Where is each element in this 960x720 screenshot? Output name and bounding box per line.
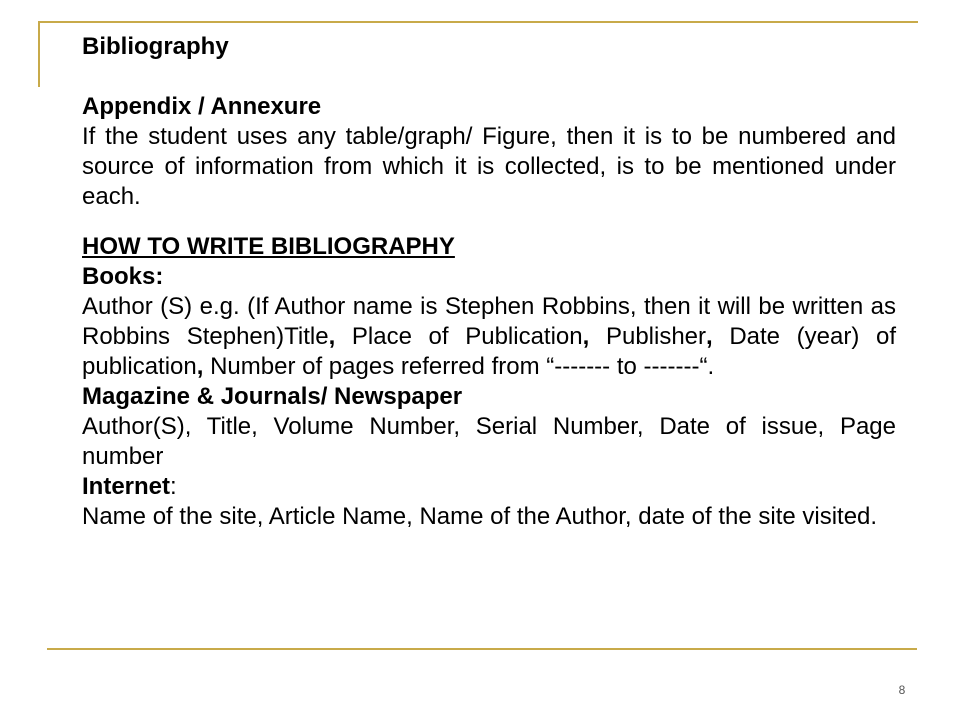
bibliography-heading: Bibliography: [82, 33, 229, 60]
frame-bottom-line: [47, 648, 917, 650]
magazine-heading: Magazine & Journals/ Newspaper: [82, 383, 463, 410]
frame-left-line: [38, 21, 40, 87]
books-text: [82, 292, 896, 382]
books-text-part3: Publisher: [589, 323, 707, 350]
page-number: 8: [898, 683, 906, 697]
books-separator-4: ,: [196, 353, 204, 380]
books-text-part1: Author (S) e.g. (If Author name is Stephen Robbins, then it will be written as Robbins Stephen)Title: [82, 293, 896, 350]
books-separator-1: ,: [328, 323, 336, 350]
frame-top-line: [38, 21, 918, 23]
appendix-heading: Appendix / Annexure: [82, 93, 322, 120]
how-to-write-bibliography-heading: HOW TO WRITE BIBLIOGRAPHY: [82, 233, 455, 260]
internet-colon: :: [170, 473, 177, 500]
books-heading: Books:: [82, 263, 164, 290]
books-separator-2: ,: [582, 323, 590, 350]
books-text-part5: Number of pages referred from “------- to -------“.: [203, 353, 715, 380]
internet-text: Name of the site, Article Name, Name of the Author, date of the site visited.: [82, 503, 878, 530]
books-text-part2: Place of Publication: [335, 323, 583, 350]
slide-content: [82, 32, 896, 532]
books-text-part4: Date (year) of publication: [82, 323, 897, 380]
internet-heading: Internet: [82, 473, 171, 500]
appendix-text: If the student uses any table/graph/ Figure, then it is to be numbered and source of information from which it is collected, is to be mentioned under each.: [82, 123, 896, 210]
internet-heading-line: [82, 472, 896, 502]
books-separator-3: ,: [706, 323, 713, 350]
magazine-text: Author(S), Title, Volume Number, Serial Number, Date of issue, Page number: [82, 413, 896, 470]
